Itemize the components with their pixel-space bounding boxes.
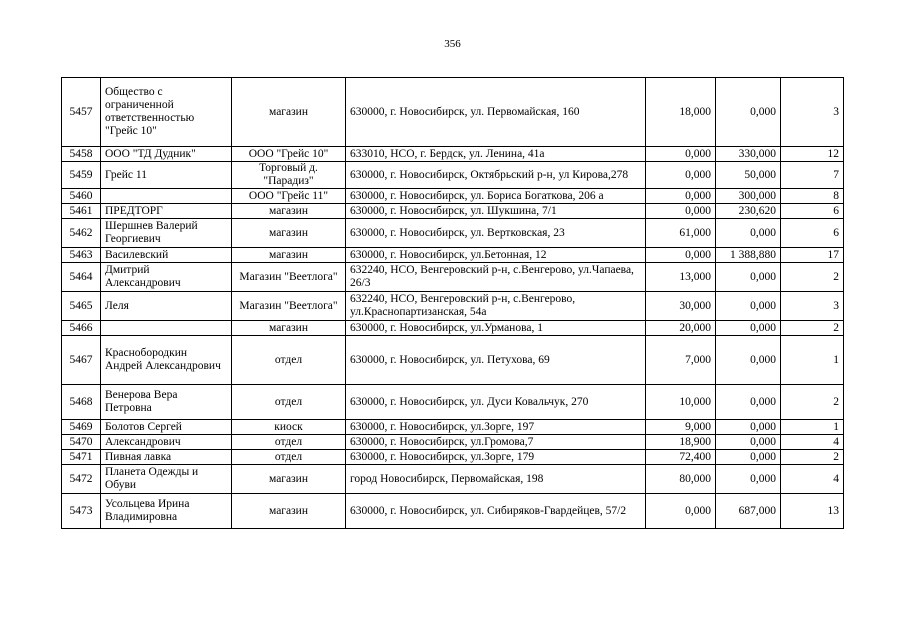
cell-a: 0,000 [646, 162, 716, 189]
table-row [62, 450, 844, 465]
cell-n: 4 [781, 465, 844, 494]
cell-name [101, 189, 232, 204]
cell-a: 13,000 [646, 263, 716, 292]
cell-name: Леля [101, 292, 232, 321]
table-row [62, 219, 844, 248]
table-row [62, 189, 844, 204]
cell-a: 10,000 [646, 385, 716, 420]
cell-a: 0,000 [646, 189, 716, 204]
table-row [62, 263, 844, 292]
cell-b: 0,000 [716, 292, 781, 321]
cell-n: 2 [781, 450, 844, 465]
cell-type: ООО "Грейс 11" [232, 189, 346, 204]
cell-b: 300,000 [716, 189, 781, 204]
cell-b: 330,000 [716, 147, 781, 162]
table-row [62, 78, 844, 147]
cell-n: 12 [781, 147, 844, 162]
cell-a: 0,000 [646, 494, 716, 529]
cell-name: Венерова Вера Петровна [101, 385, 232, 420]
cell-type: отдел [232, 336, 346, 385]
cell-type: магазин [232, 248, 346, 263]
cell-a: 18,000 [646, 78, 716, 147]
cell-a: 0,000 [646, 204, 716, 219]
cell-n: 2 [781, 263, 844, 292]
cell-address: 630000, г. Новосибирск, ул.Зорге, 197 [346, 420, 646, 435]
cell-num: 5472 [62, 465, 101, 494]
cell-num: 5465 [62, 292, 101, 321]
cell-name: Усольцева Ирина Владимировна [101, 494, 232, 529]
cell-type: Магазин "Веетлога" [232, 292, 346, 321]
cell-address: 630000, г. Новосибирск, ул.Громова,7 [346, 435, 646, 450]
cell-num: 5470 [62, 435, 101, 450]
table-row [62, 248, 844, 263]
cell-b: 0,000 [716, 78, 781, 147]
cell-name: Грейс 11 [101, 162, 232, 189]
cell-n: 1 [781, 420, 844, 435]
cell-b: 687,000 [716, 494, 781, 529]
cell-b: 0,000 [716, 263, 781, 292]
cell-num: 5471 [62, 450, 101, 465]
cell-b: 0,000 [716, 435, 781, 450]
cell-name: ПРЕДТОРГ [101, 204, 232, 219]
cell-num: 5468 [62, 385, 101, 420]
cell-num: 5462 [62, 219, 101, 248]
cell-address: город Новосибирск, Первомайская, 198 [346, 465, 646, 494]
cell-n: 2 [781, 321, 844, 336]
cell-num: 5469 [62, 420, 101, 435]
table-row [62, 385, 844, 420]
cell-b: 230,620 [716, 204, 781, 219]
table-row [62, 147, 844, 162]
cell-a: 0,000 [646, 147, 716, 162]
cell-num: 5473 [62, 494, 101, 529]
cell-type: магазин [232, 465, 346, 494]
cell-n: 1 [781, 336, 844, 385]
cell-address: 630000, г. Новосибирск, ул. Сибиряков-Гвардейцев, 57/2 [346, 494, 646, 529]
cell-n: 6 [781, 204, 844, 219]
cell-b: 0,000 [716, 465, 781, 494]
cell-n: 17 [781, 248, 844, 263]
table-row [62, 162, 844, 189]
cell-name: Общество с ограниченной ответственностью "Грейс 10" [101, 78, 232, 147]
cell-address: 630000, г. Новосибирск, ул.Бетонная, 12 [346, 248, 646, 263]
cell-n: 7 [781, 162, 844, 189]
cell-n: 8 [781, 189, 844, 204]
page-number: 356 [444, 38, 461, 50]
cell-num: 5457 [62, 78, 101, 147]
cell-name: Александрович [101, 435, 232, 450]
cell-type: магазин [232, 219, 346, 248]
cell-num: 5463 [62, 248, 101, 263]
cell-address: 630000, г. Новосибирск, ул. Петухова, 69 [346, 336, 646, 385]
cell-address: 630000, г. Новосибирск, ул. Вертковская, 23 [346, 219, 646, 248]
cell-name: Василевский [101, 248, 232, 263]
table-row [62, 336, 844, 385]
cell-a: 30,000 [646, 292, 716, 321]
cell-b: 1 388,880 [716, 248, 781, 263]
cell-address: 630000, г. Новосибирск, ул. Бориса Богаткова, 206 а [346, 189, 646, 204]
cell-n: 4 [781, 435, 844, 450]
table-body [62, 78, 844, 529]
cell-n: 2 [781, 385, 844, 420]
cell-address: 632240, НСО, Венгеровский р-н, с.Венгерово, ул.Краснопартизанская, 54а [346, 292, 646, 321]
cell-type: отдел [232, 435, 346, 450]
cell-address: 632240, НСО, Венгеровский р-н, с.Венгерово, ул.Чапаева, 26/3 [346, 263, 646, 292]
cell-name [101, 321, 232, 336]
cell-type: магазин [232, 78, 346, 147]
cell-a: 7,000 [646, 336, 716, 385]
table-row [62, 465, 844, 494]
cell-num: 5459 [62, 162, 101, 189]
cell-name: Шершнев Валерий Георгиевич [101, 219, 232, 248]
cell-name: Болотов Сергей [101, 420, 232, 435]
cell-address: 630000, г. Новосибирск, ул.Зорге, 179 [346, 450, 646, 465]
table-row [62, 435, 844, 450]
table-row [62, 494, 844, 529]
cell-num: 5467 [62, 336, 101, 385]
cell-b: 0,000 [716, 450, 781, 465]
cell-num: 5464 [62, 263, 101, 292]
cell-b: 0,000 [716, 219, 781, 248]
table-row [62, 292, 844, 321]
cell-address: 630000, г. Новосибирск, ул. Дуси Ковальчук, 270 [346, 385, 646, 420]
table-row [62, 321, 844, 336]
cell-type: ООО "Грейс 10" [232, 147, 346, 162]
cell-b: 0,000 [716, 385, 781, 420]
cell-address: 630000, г. Новосибирск, ул.Урманова, 1 [346, 321, 646, 336]
cell-type: отдел [232, 450, 346, 465]
cell-num: 5466 [62, 321, 101, 336]
cell-a: 61,000 [646, 219, 716, 248]
cell-name: Планета Одежды и Обуви [101, 465, 232, 494]
cell-a: 72,400 [646, 450, 716, 465]
cell-address: 630000, г. Новосибирск, ул. Первомайская, 160 [346, 78, 646, 147]
cell-address: 630000, г. Новосибирск, ул. Шукшина, 7/1 [346, 204, 646, 219]
cell-type: магазин [232, 494, 346, 529]
cell-type: Магазин "Веетлога" [232, 263, 346, 292]
cell-b: 50,000 [716, 162, 781, 189]
cell-type: отдел [232, 385, 346, 420]
cell-n: 13 [781, 494, 844, 529]
cell-a: 9,000 [646, 420, 716, 435]
cell-b: 0,000 [716, 321, 781, 336]
cell-num: 5458 [62, 147, 101, 162]
cell-b: 0,000 [716, 336, 781, 385]
table-row [62, 420, 844, 435]
cell-b: 0,000 [716, 420, 781, 435]
cell-address: 630000, г. Новосибирск, Октябрьский р-н, ул Кирова,278 [346, 162, 646, 189]
cell-name: Краснобородкин Андрей Александрович [101, 336, 232, 385]
cell-n: 3 [781, 292, 844, 321]
cell-type: магазин [232, 321, 346, 336]
cell-name: ООО "ТД Дудник" [101, 147, 232, 162]
cell-a: 0,000 [646, 248, 716, 263]
cell-type: Торговый д. "Парадиз" [232, 162, 346, 189]
cell-num: 5461 [62, 204, 101, 219]
cell-n: 3 [781, 78, 844, 147]
cell-a: 80,000 [646, 465, 716, 494]
cell-address: 633010, НСО, г. Бердск, ул. Ленина, 41а [346, 147, 646, 162]
table-row [62, 204, 844, 219]
cell-n: 6 [781, 219, 844, 248]
cell-num: 5460 [62, 189, 101, 204]
registry-table [61, 77, 844, 529]
cell-a: 20,000 [646, 321, 716, 336]
cell-name: Дмитрий Александрович [101, 263, 232, 292]
cell-a: 18,900 [646, 435, 716, 450]
cell-type: магазин [232, 204, 346, 219]
cell-name: Пивная лавка [101, 450, 232, 465]
cell-type: киоск [232, 420, 346, 435]
